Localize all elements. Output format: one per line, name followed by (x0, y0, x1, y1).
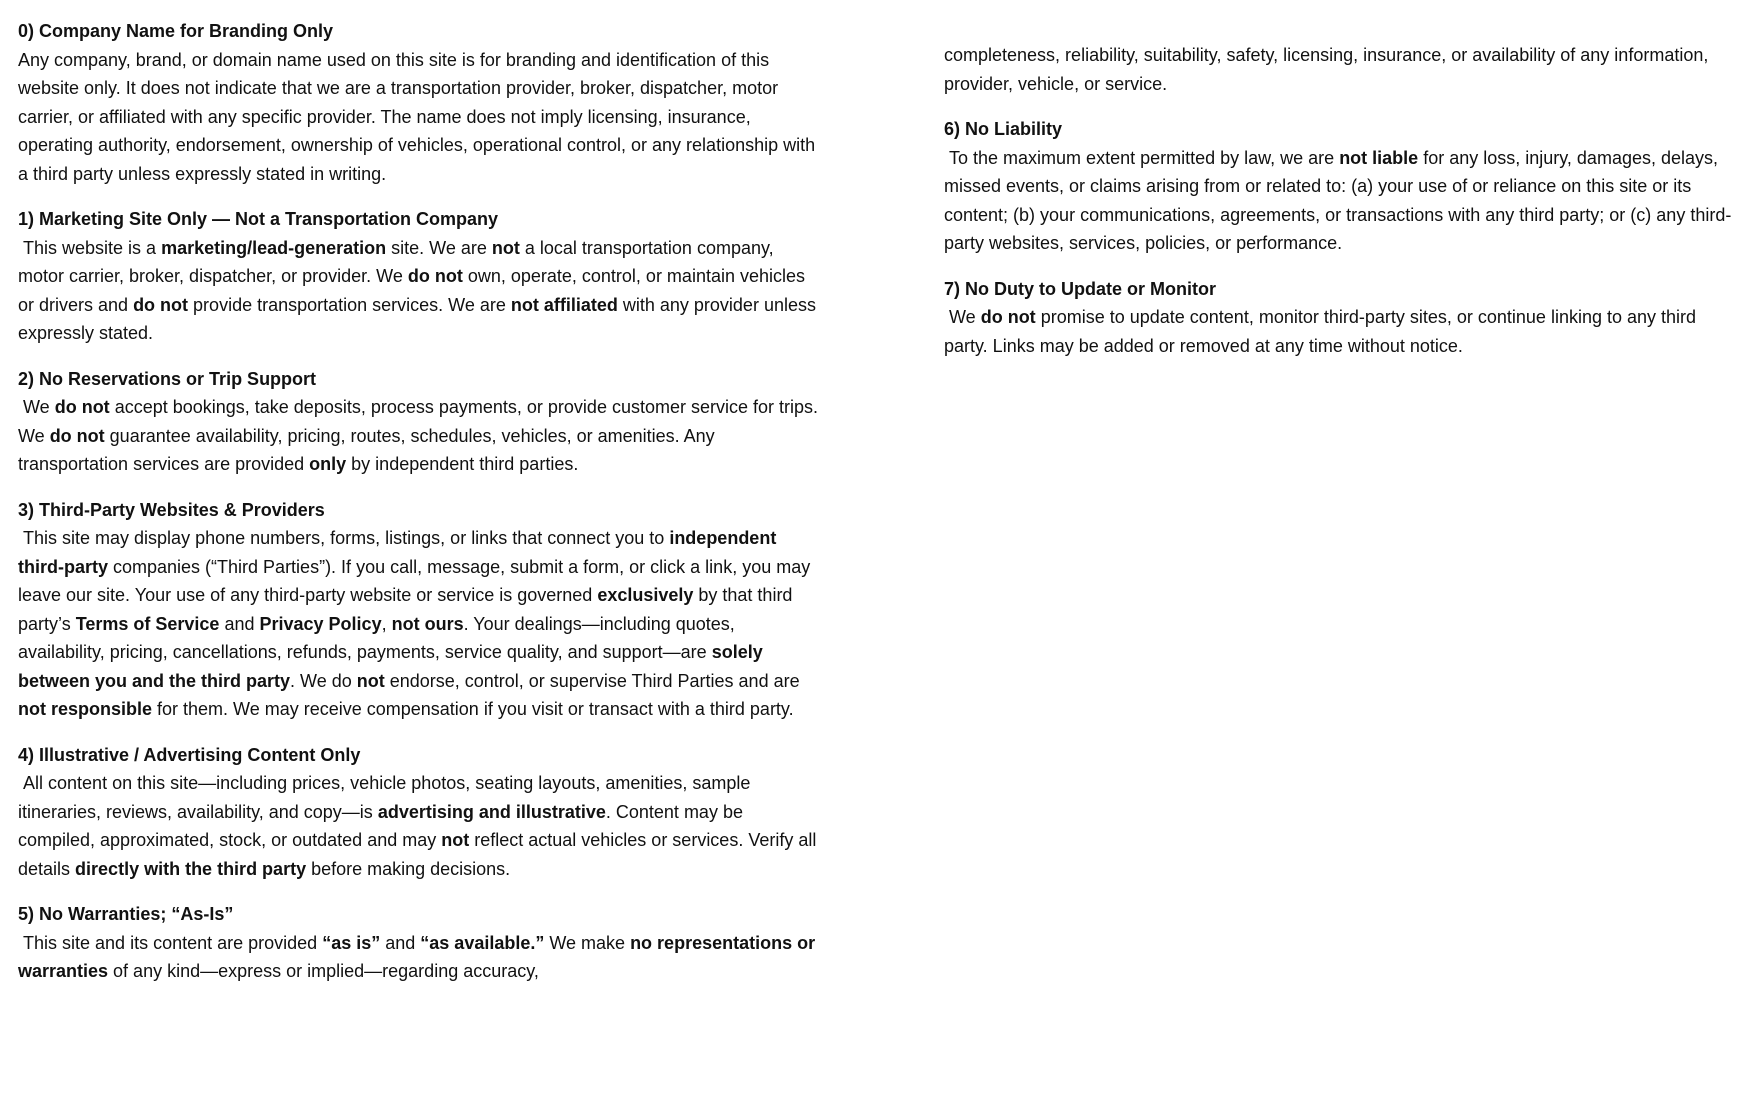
text-run: . Content may be compiled, approximated, stock, or outdated and may (18, 801, 748, 850)
text-run: of any kind—express or implied—regarding accuracy, (108, 961, 539, 981)
text-run: Any company, brand, or domain name used on this site is for branding and identification of this website only. It does not indicate that we are a transportation provider, broker, dispatcher, motor carrier, or affiliated with any specific provider. The name does not imply licensing, insurance, operating authority, endorsement, ownership of vehicles, operational control, or any relationship with a third party unless expressly stated in writing. (18, 49, 821, 184)
section-0-title: 0) Company Name for Branding Only (18, 21, 334, 41)
left-column (18, 17, 824, 1003)
text-run: not ours (391, 613, 464, 634)
text-run: directly with the third party (75, 858, 307, 879)
text-run: and (219, 613, 260, 634)
text-run: “as is” (322, 932, 381, 953)
text-run: not (491, 237, 520, 258)
text-run: provide transportation services. We are (188, 294, 511, 315)
section-5-title: 5) No Warranties; “As-Is” (18, 904, 234, 924)
section-3-title: 3) Third-Party Websites & Providers (18, 499, 325, 520)
text-run: “as available.” (420, 932, 545, 953)
text-run: for any loss, injury, damages, delays, missed events, or claims arising from or related to: (a) your use of or reliance on this site or its content; (b) your communications, agreements, or transactions with any third party; or (c) any third-party websites, services, policies, or performance. (944, 147, 1732, 253)
text-run: by independent third parties. (346, 454, 579, 474)
text-run: for them. We may receive compensation if you visit or transact with a third party. (152, 699, 794, 719)
section-6-title: 6) No Liability (944, 119, 1063, 139)
text-run: do not (49, 425, 105, 446)
text-run: All content on this site—including prices, vehicle photos, seating layouts, amenities, sample itineraries, reviews, availability, and copy—is (18, 773, 756, 822)
text-run: site. We are (386, 237, 492, 258)
text-run: independent third-party (18, 528, 782, 577)
section-4-title: 4) Illustrative / Advertising Content Only (18, 744, 361, 765)
text-run: no representations or warranties (18, 932, 821, 981)
text-run: not (356, 670, 385, 691)
text-run: reflect actual vehicles or services. Verify all details (18, 830, 822, 879)
text-run: . We do (290, 670, 357, 691)
section-7-body (944, 303, 1744, 360)
text-run: We (18, 397, 55, 417)
text-run: own, operate, control, or maintain vehicles or drivers and (18, 266, 811, 315)
text-run: by that third party’s (18, 585, 798, 634)
text-run: To the maximum extent permitted by law, we are (944, 147, 1340, 168)
section-1-title: 1) Marketing Site Only — Not a Transportation Company (18, 209, 499, 229)
text-run: We (944, 307, 981, 327)
text-run: do not (54, 397, 110, 417)
section-0-body (18, 46, 821, 189)
text-run: , (381, 613, 392, 634)
text-run: Terms of Service (75, 613, 220, 634)
text-run: accept bookings, take deposits, process payments, or provide customer service for trips. We (18, 397, 824, 446)
text-run: . Your dealings—including quotes, availability, pricing, cancellations, refunds, payments, service quality, and support—are (18, 613, 740, 662)
text-run: marketing/lead-generation (161, 237, 387, 258)
section-4-body (18, 769, 822, 883)
text-run: and (380, 932, 421, 953)
text-run: This website is a (18, 237, 162, 258)
text-run: This site may display phone numbers, forms, listings, or links that connect you to (18, 528, 670, 548)
section-5-continuation (944, 41, 1744, 98)
text-run: with any provider unless expressly stated. (18, 294, 821, 343)
text-run: guarantee availability, pricing, routes, schedules, vehicles, or amenities. Any transportation services are provided (18, 425, 720, 474)
text-run: advertising and illustrative (377, 801, 606, 822)
section-6-body (944, 144, 1744, 258)
section-3-body (18, 524, 818, 724)
text-run: not affiliated (510, 294, 618, 315)
text-run: do not (133, 294, 189, 315)
text-run: completeness, reliability, suitability, safety, licensing, insurance, or availability of any information, provider, vehicle, or service. (944, 45, 1714, 94)
text-run: before making decisions. (306, 858, 511, 879)
section-1-body (18, 234, 821, 348)
section-5-body (18, 929, 821, 986)
text-run: do not (980, 307, 1036, 327)
text-run: Privacy Policy (259, 613, 382, 634)
right-column (944, 41, 1744, 1003)
text-run: promise to update content, monitor third-party sites, or continue linking to any third party. Links may be added or removed at any time without notice. (944, 307, 1702, 356)
text-run: companies (“Third Parties”). If you call, message, submit a form, or click a link, you may leave our site. Your use of any third-party website or service is governed (18, 556, 816, 605)
text-run: not responsible (18, 699, 153, 719)
text-run: not (441, 830, 470, 850)
section-7-title: 7) No Duty to Update or Monitor (944, 278, 1216, 299)
text-run: a local transportation company, motor carrier, broker, dispatcher, or provider. We (18, 237, 779, 286)
text-run: only (309, 454, 347, 474)
text-run: do not (407, 266, 463, 286)
text-run: not liable (1339, 147, 1419, 168)
section-2-title: 2) No Reservations or Trip Support (18, 368, 317, 389)
text-run: This site and its content are provided (18, 932, 323, 953)
text-run: exclusively (597, 585, 694, 605)
section-2-body (18, 393, 824, 479)
text-run: endorse, control, or supervise Third Parties and are (384, 670, 805, 691)
text-run: We make (544, 932, 631, 953)
text-run: solely between you and the third party (18, 642, 768, 691)
